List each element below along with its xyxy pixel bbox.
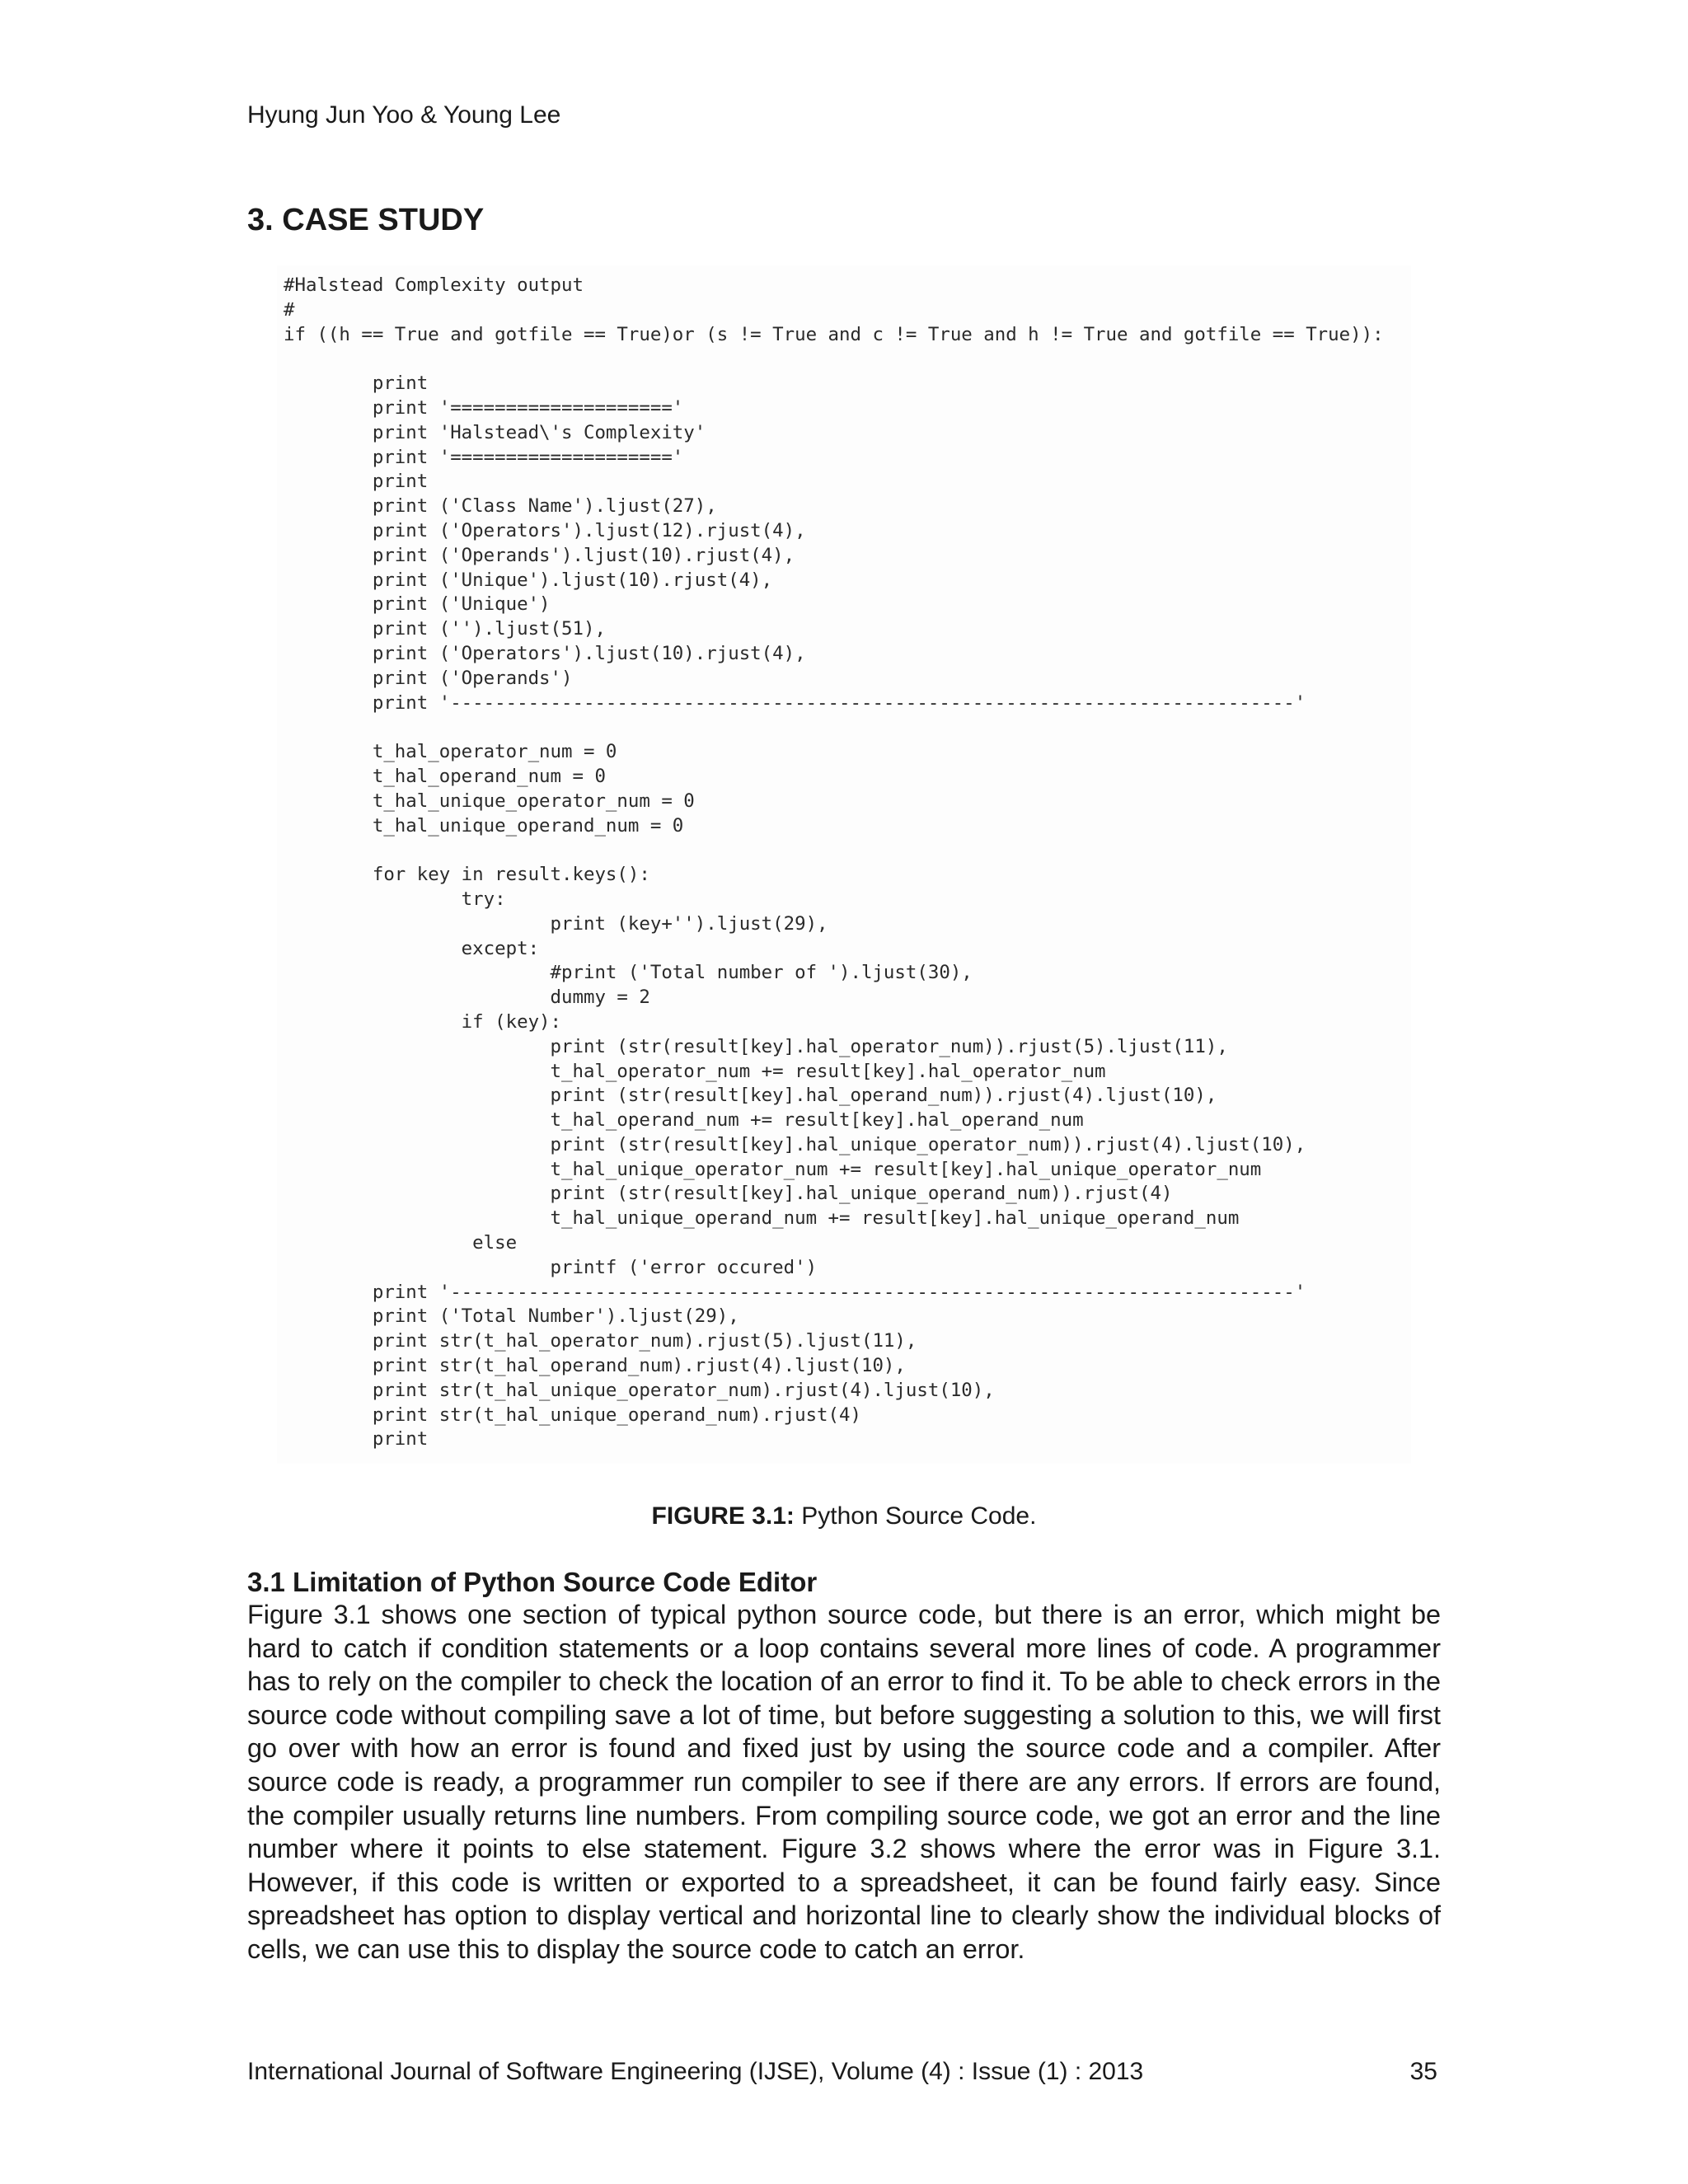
code-line: t_hal_unique_operand_num += result[key].hal_unique_operand_num bbox=[284, 1207, 1240, 1230]
code-line: print ('Operands') bbox=[284, 667, 573, 689]
code-line: #Halstead Complexity output bbox=[284, 274, 584, 296]
code-line: print (str(result[key].hal_unique_operator_num)).rjust(4).ljust(10), bbox=[284, 1133, 1306, 1155]
code-line: print '----------------------------------------------------------------------------' bbox=[284, 1281, 1306, 1303]
code-line: printf ('error occured') bbox=[284, 1256, 818, 1278]
code-line: print (str(result[key].hal_operand_num)).rjust(4).ljust(10), bbox=[284, 1085, 1217, 1107]
figure-caption-text: Python Source Code. bbox=[794, 1502, 1037, 1530]
code-line: print bbox=[284, 471, 429, 493]
code-line: print ('').ljust(51), bbox=[284, 618, 606, 640]
code-line: try: bbox=[284, 888, 506, 910]
code-line: t_hal_operator_num = 0 bbox=[284, 741, 617, 763]
code-line: # bbox=[284, 298, 295, 321]
code-line: print str(t_hal_unique_operator_num).rjust(4).ljust(10), bbox=[284, 1379, 995, 1401]
code-line: t_hal_operator_num += result[key].hal_operator_num bbox=[284, 1060, 1106, 1082]
code-line: t_hal_operand_num = 0 bbox=[284, 765, 606, 787]
body-paragraph: Figure 3.1 shows one section of typical python source code, but there is an error, which might be hard to catch if condition statements or a loop contains several more lines of code. A programmer has to rely on the compiler to check the location of an error to find it. To be able to check errors in the source code without compiling save a lot of time, but before suggesting a solution to this, we will first go over with how an error is found and fixed just by using the source code and a compiler. After source code is ready, a programmer run compiler to see if there are any errors. If errors are found, the compiler usually returns line numbers. From compiling source code, we got an error and the line number where it points to else statement. Figure 3.2 shows where the error was in Figure 3.1. However, if this code is written or exported to a spreadsheet, it can be found fairly easy. Since spreadsheet has option to display vertical and horizontal line to clearly show the individual blocks of cells, we can use this to display the source code to catch an error. bbox=[247, 1600, 1441, 1964]
code-line: t_hal_operand_num += result[key].hal_operand_num bbox=[284, 1109, 1084, 1132]
code-line: print '----------------------------------------------------------------------------' bbox=[284, 691, 1306, 714]
figure-caption-label: FIGURE 3.1: bbox=[651, 1502, 795, 1530]
code-line bbox=[284, 347, 1384, 372]
code-line: for key in result.keys(): bbox=[284, 864, 650, 886]
code-line: print (str(result[key].hal_unique_operand_num)).rjust(4) bbox=[284, 1183, 1173, 1205]
code-line: t_hal_unique_operator_num += result[key].hal_unique_operator_num bbox=[284, 1158, 1262, 1180]
code-line: print '====================' bbox=[284, 396, 684, 419]
code-line: print ('Operands').ljust(10).rjust(4), bbox=[284, 544, 795, 566]
code-line: print str(t_hal_operator_num).rjust(5).ljust(11), bbox=[284, 1330, 917, 1352]
code-line: print bbox=[284, 1428, 429, 1451]
code-line: print (str(result[key].hal_operator_num)).rjust(5).ljust(11), bbox=[284, 1035, 1228, 1057]
footer-journal-citation: International Journal of Software Engineering (IJSE), Volume (4) : Issue (1) : 2013 bbox=[247, 2058, 1144, 2085]
section-heading: 3. CASE STUDY bbox=[247, 203, 485, 237]
code-line: t_hal_unique_operator_num = 0 bbox=[284, 790, 695, 812]
code-line: print ('Total Number').ljust(29), bbox=[284, 1305, 739, 1328]
code-line: print ('Operators').ljust(10).rjust(4), bbox=[284, 642, 806, 664]
code-line: else bbox=[284, 1232, 518, 1254]
code-line: print str(t_hal_unique_operand_num).rjust(4) bbox=[284, 1404, 861, 1426]
code-line: print ('Unique').ljust(10).rjust(4), bbox=[284, 569, 773, 591]
page-number: 35 bbox=[1409, 2058, 1437, 2085]
code-line: print (key+'').ljust(29), bbox=[284, 912, 828, 935]
code-line: if (key): bbox=[284, 1010, 562, 1033]
running-head: Hyung Jun Yoo & Young Lee bbox=[247, 101, 561, 129]
code-line: print bbox=[284, 373, 429, 395]
code-line: t_hal_unique_operand_num = 0 bbox=[284, 814, 684, 837]
figure-caption bbox=[0, 1502, 1688, 1531]
code-line: print '====================' bbox=[284, 446, 684, 468]
code-line: except: bbox=[284, 937, 540, 959]
subsection-heading: 3.1 Limitation of Python Source Code Editor bbox=[247, 1567, 818, 1597]
code-line: print ('Unique') bbox=[284, 593, 551, 616]
code-line: print ('Class Name').ljust(27), bbox=[284, 495, 717, 518]
code-figure bbox=[277, 265, 1411, 1464]
code-listing bbox=[284, 274, 1384, 1452]
code-line: print str(t_hal_operand_num).rjust(4).ljust(10), bbox=[284, 1355, 906, 1377]
code-line bbox=[284, 838, 1384, 863]
code-line: print 'Halstead\'s Complexity' bbox=[284, 421, 706, 443]
code-line: if ((h == True and gotfile == True)or (s != True and c != True and h != True and gotfile == True)): bbox=[284, 323, 1384, 345]
code-line: dummy = 2 bbox=[284, 987, 650, 1009]
code-line: #print ('Total number of ').ljust(30), bbox=[284, 962, 973, 984]
code-line: print ('Operators').ljust(12).rjust(4), bbox=[284, 519, 806, 541]
code-line bbox=[284, 715, 1384, 740]
